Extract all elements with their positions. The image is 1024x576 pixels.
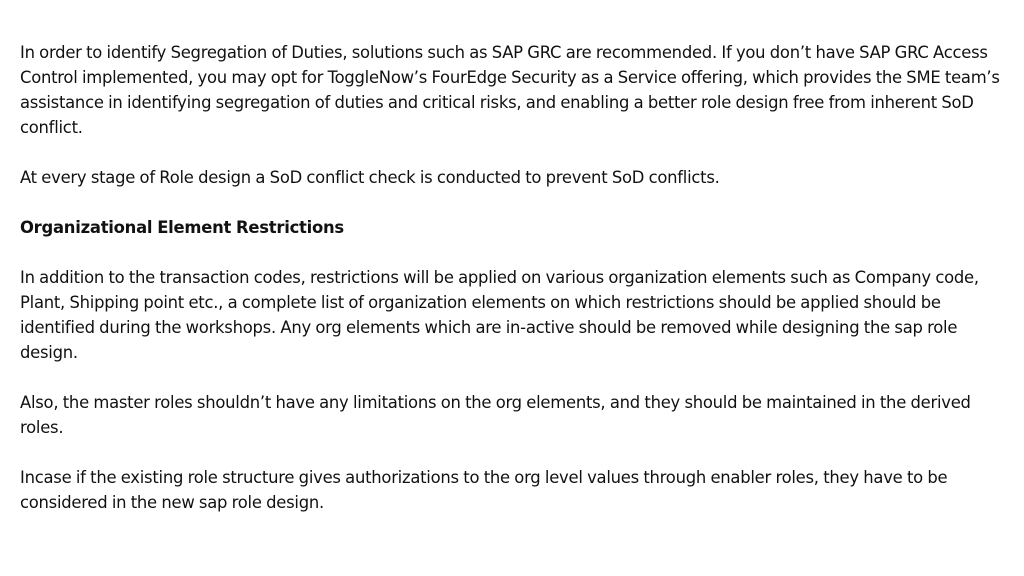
paragraph-sod-check: At every stage of Role design a SoD conflict check is conducted to prevent SoD conflicts. [20, 168, 720, 187]
document-body [20, 40, 1010, 540]
paragraph-sod-solutions: In order to identify Segregation of Duties, solutions such as SAP GRC are recommended. If you don’t have SAP GRC Access Control implemented, you may opt for ToggleNow’s FourEdge Security as a Service offering, which provides the SME team’s assistance in identifying segregation of duties and critical risks, and enabling a better role design free from inherent SoD conflict. [20, 43, 1000, 137]
section-heading: Organizational Element Restrictions [20, 218, 344, 237]
paragraph-org-restrictions: In addition to the transaction codes, restrictions will be applied on various organization elements such as Company code, Plant, Shipping point etc., a complete list of organization elements on which restrictions should be applied should be identified during the workshops. Any org elements which are in-active should be removed while designing the sap role design. [20, 268, 979, 362]
paragraph-enabler-roles: Incase if the existing role structure gives authorizations to the org level values through enabler roles, they have to be considered in the new sap role design. [20, 468, 948, 512]
paragraph-master-roles: Also, the master roles shouldn’t have any limitations on the org elements, and they should be maintained in the derived roles. [20, 393, 971, 437]
